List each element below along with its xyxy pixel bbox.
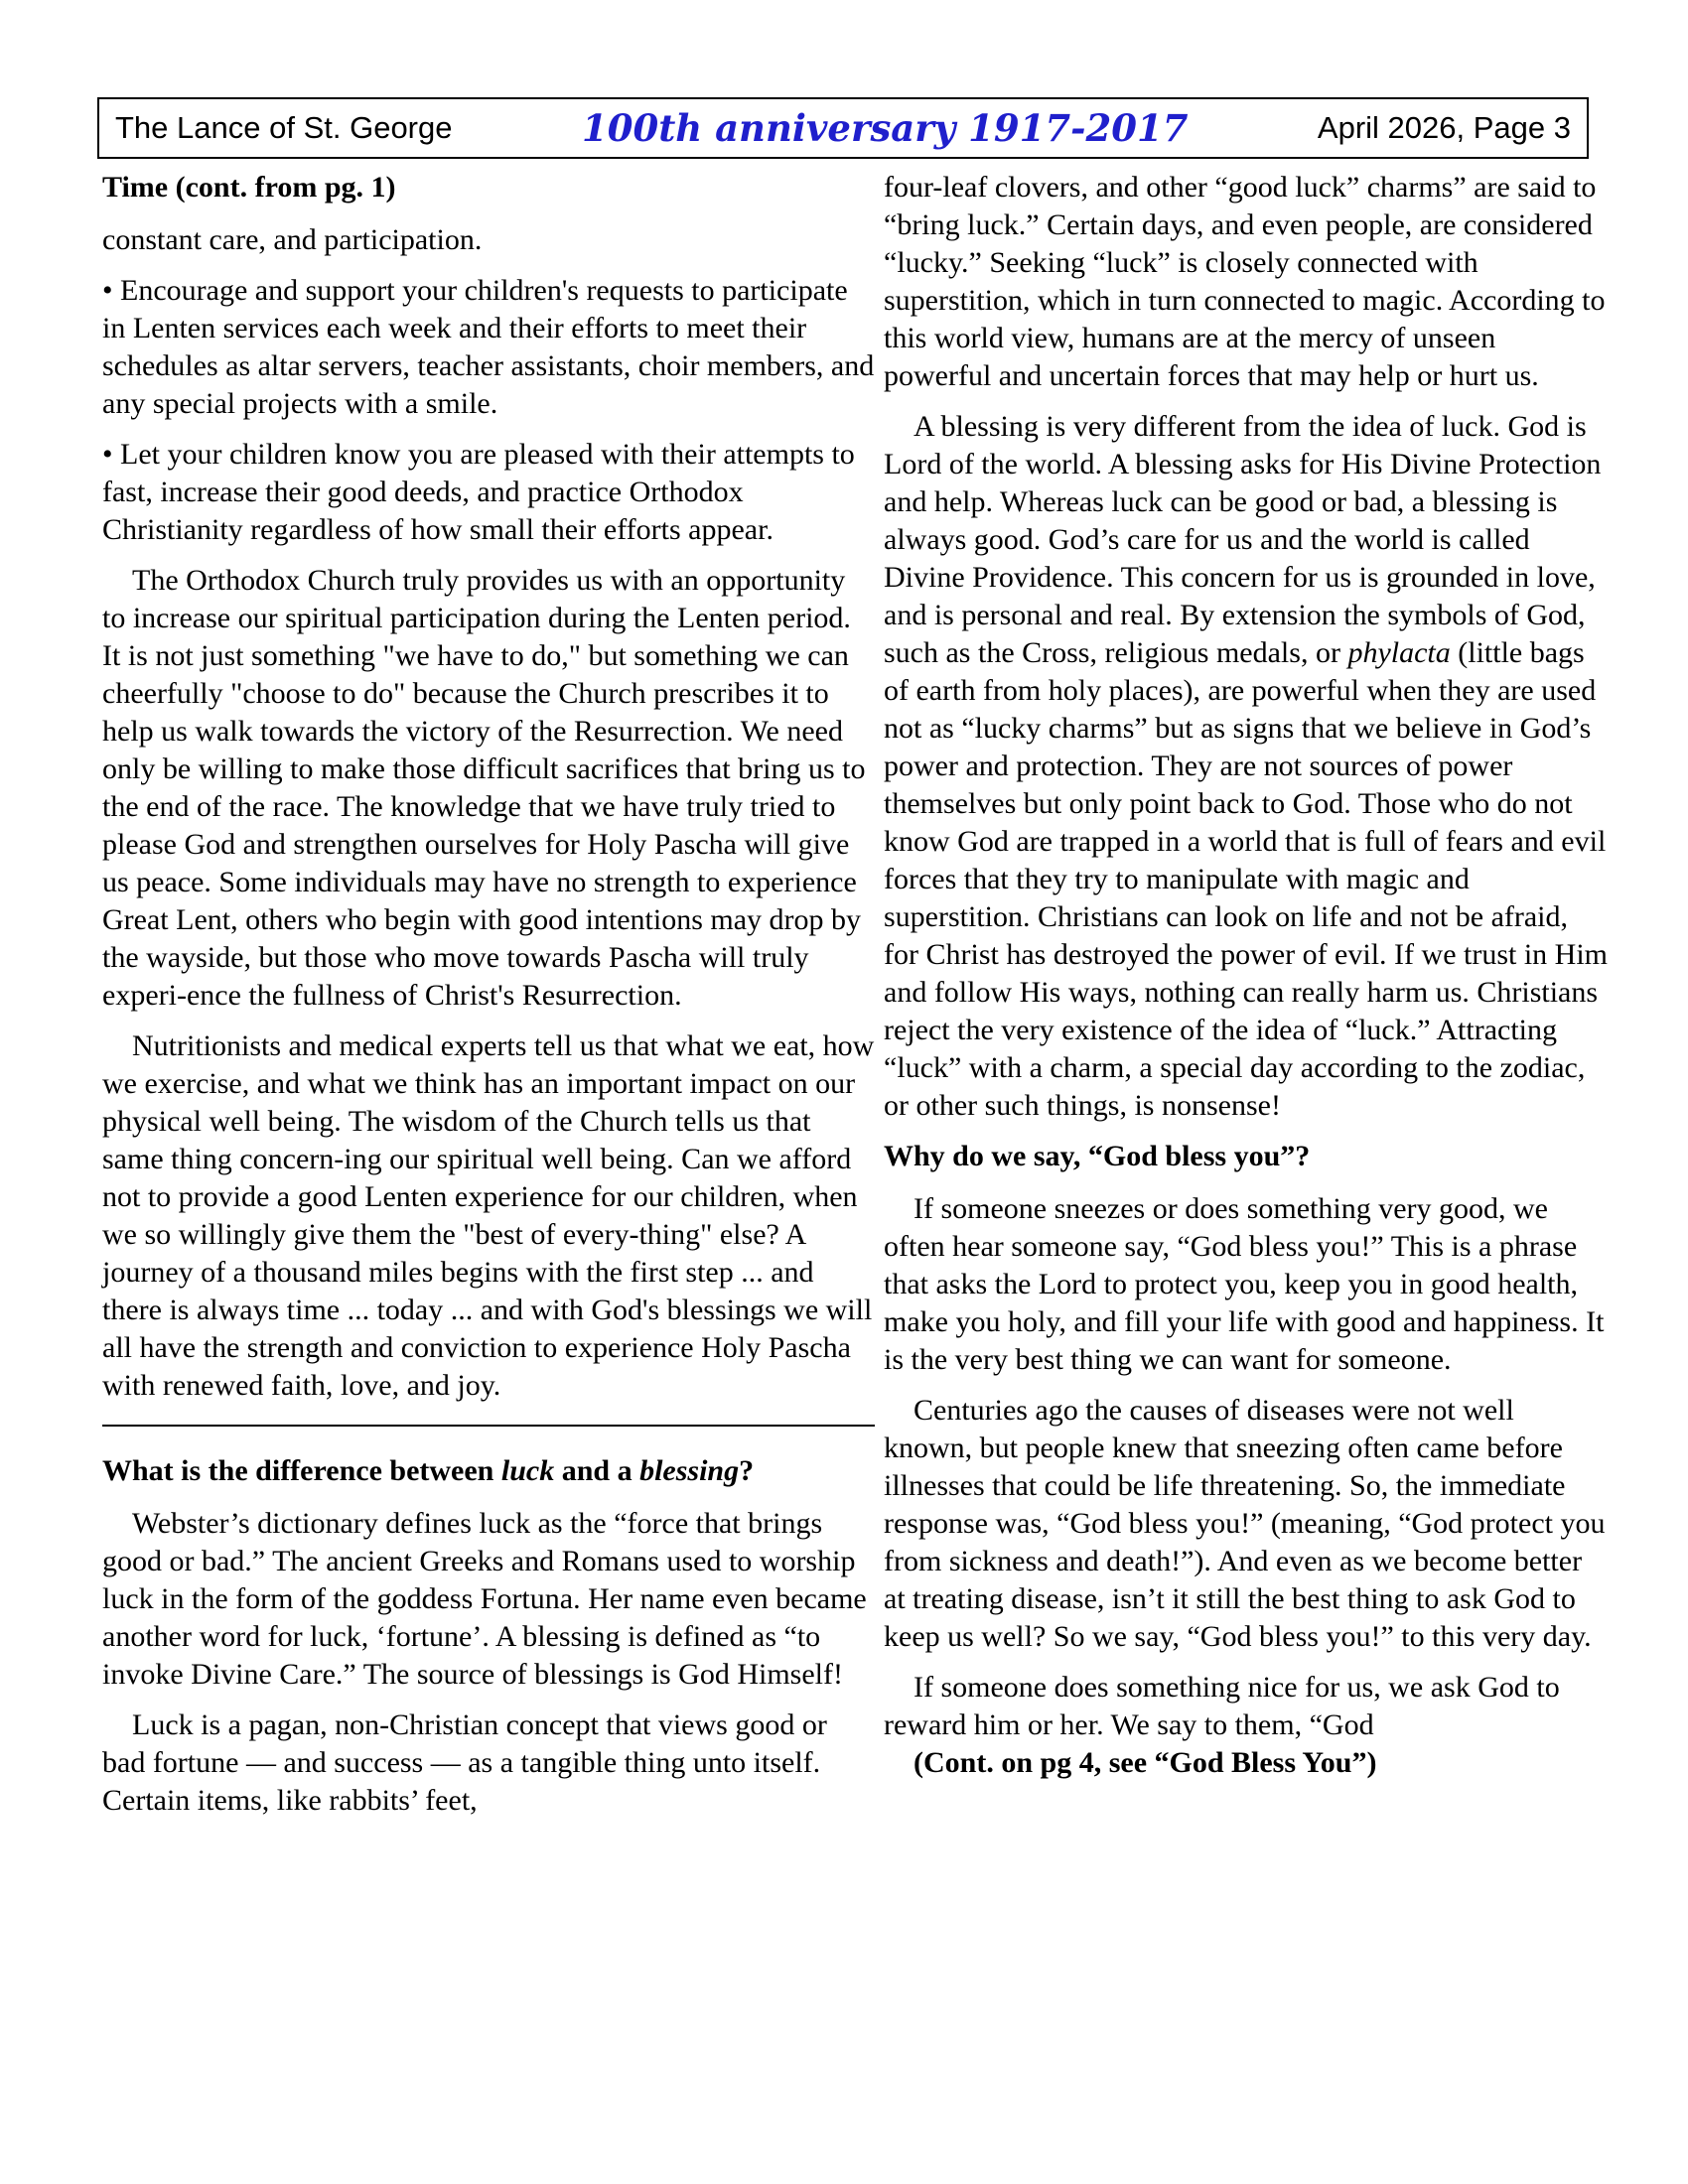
- god-bless-section-heading: Why do we say, “God bless you”?: [884, 1140, 1311, 1172]
- paragraph-nutritionists: Nutritionists and medical experts tell us that what we eat, how we exercise, and what we think has an important impact on our physical well being. The wisdom of the Church tells us that same thing concern-ing our spiritual well being. Can we afford not to provide a good Lenten experience for our children, when we so willingly give them the "best of every-thing" else? A journey of a thousand miles begins with the first step ... and there is always time ... today ... and with God's blessings we will all have the strength and conviction to experience Holy Pascha with renewed faith, love, and joy.: [102, 1029, 875, 1402]
- heading-italic-luck: luck: [500, 1454, 555, 1487]
- paragraph-intro: constant care, and participation.: [102, 223, 483, 256]
- paragraph-text: A blessing is very different from the idea of luck. God is Lord of the world. A blessing asks for His Divine Protection and help. Whereas luck can be good or bad, a blessing is always good. God’s care for us and the world is called Divine Providence. This concern for us is grounded in love, and is personal and real. By extension the symbols of God, such as the Cross, religious medals, or: [884, 410, 1602, 669]
- issue-page-info: April 2026, Page 3: [1317, 110, 1571, 145]
- left-column: [102, 169, 875, 1833]
- paragraph-blessing-vs-luck: [884, 408, 1609, 1125]
- anniversary-banner: 100th anniversary 1917-2017: [581, 106, 1189, 150]
- paragraph-luck-pagan: Luck is a pagan, non-Christian concept that views good or bad fortune — and success — as a tangible thing unto itself. Certain items, like rabbits’ feet,: [102, 1708, 827, 1817]
- bullet-let-know: • Let your children know you are pleased with their attempts to fast, increase their good deeds, and practice Orthodox Christianity regardless of how small their efforts appear.: [102, 438, 855, 546]
- paragraph-websters: Webster’s dictionary defines luck as the “force that brings good or bad.” The ancient Greeks and Romans used to worship luck in the form of the goddess Fortuna. Her name even became another word for luck, ‘fortune’. A blessing is defined as “to invoke Divine Care.” The source of blessings is God Himself!: [102, 1507, 867, 1691]
- heading-text: What is the difference between: [102, 1454, 501, 1487]
- paragraph-fourleaf: four-leaf clovers, and other “good luck” charms” are said to “bring luck.” Certain days, and even people, are considered “lucky.” Seeking “luck” is closely connected with superstition, which in turn connected to magic. According to this world view, humans are at the mercy of unseen powerful and uncertain forces that may help or hurt us.: [884, 171, 1606, 392]
- heading-italic-blessing: blessing: [639, 1454, 740, 1487]
- paragraph-text: If someone does something nice for us, we ask God to reward him or her. We say to them, “God: [884, 1671, 1560, 1741]
- continued-article-heading: Time (cont. from pg. 1): [102, 171, 396, 204]
- newsletter-title: The Lance of St. George: [115, 110, 453, 145]
- paragraph-orthodox-church: The Orthodox Church truly provides us with an opportunity to increase our spiritual participation during the Lenten period. It is not just something "we have to do," but something we can cheerfully "choose to do" because the Church prescribes it to help us walk towards the victory of the Resurrection. We need only be willing to make those difficult sacrifices that bring us to the end of the race. The knowledge that we have truly tried to please God and strengthen ourselves for Holy Pascha will give us peace. Some individuals may have no strength to experience Great Lent, others who begin with good intentions may drop by the wayside, but those who move towards Pascha will truly experi-ence the fullness of Christ's Resurrection.: [102, 564, 866, 1012]
- luck-section-heading: [102, 1452, 875, 1490]
- paragraph-text: (little bags of earth from holy places), are powerful when they are used not as “lucky charms” but as signs that we believe in God’s power and protection. They are not sources of power themselves but only point back to God. Those who do not know God are trapped in a world that is full of fears and evil forces that they try to manipulate with magic and superstition. Christians can look on life and not be afraid, for Christ has destroyed the power of evil. If we trust in Him and follow His ways, nothing can really harm us. Christians reject the very existence of the idea of “luck.” Attracting “luck” with a charm, a special day according to the zodiac, or other such things, is nonsense!: [884, 636, 1609, 1122]
- right-column: [884, 169, 1609, 1795]
- heading-text: ?: [739, 1454, 755, 1487]
- paragraph-sneezes: If someone sneezes or does something very good, we often hear someone say, “God bless you!” This is a phrase that asks the Lord to protect you, keep you in good health, make you holy, and fill your life with good and happiness. It is the very best thing we can want for someone.: [884, 1192, 1605, 1376]
- page-header: [97, 97, 1589, 159]
- heading-text: and a: [554, 1454, 640, 1487]
- paragraph-reward: [884, 1669, 1609, 1782]
- continuation-note: (Cont. on pg 4, see “God Bless You”): [914, 1746, 1377, 1779]
- italic-phylacta: phylacta: [1347, 636, 1451, 669]
- section-divider: [102, 1425, 875, 1427]
- paragraph-centuries: Centuries ago the causes of diseases were not well known, but people knew that sneezing often came before illnesses that could be life threatening. So, the immediate response was, “God bless you!” (meaning, “God protect you from sickness and death!”). And even as we become better at treating disease, isn’t it still the best thing to ask God to keep us well? So we say, “God bless you!” to this very day.: [884, 1394, 1606, 1653]
- bullet-encourage: • Encourage and support your children's requests to participate in Lenten services each week and their efforts to meet their schedules as altar servers, teacher assistants, choir members, and any special projects with a smile.: [102, 274, 875, 420]
